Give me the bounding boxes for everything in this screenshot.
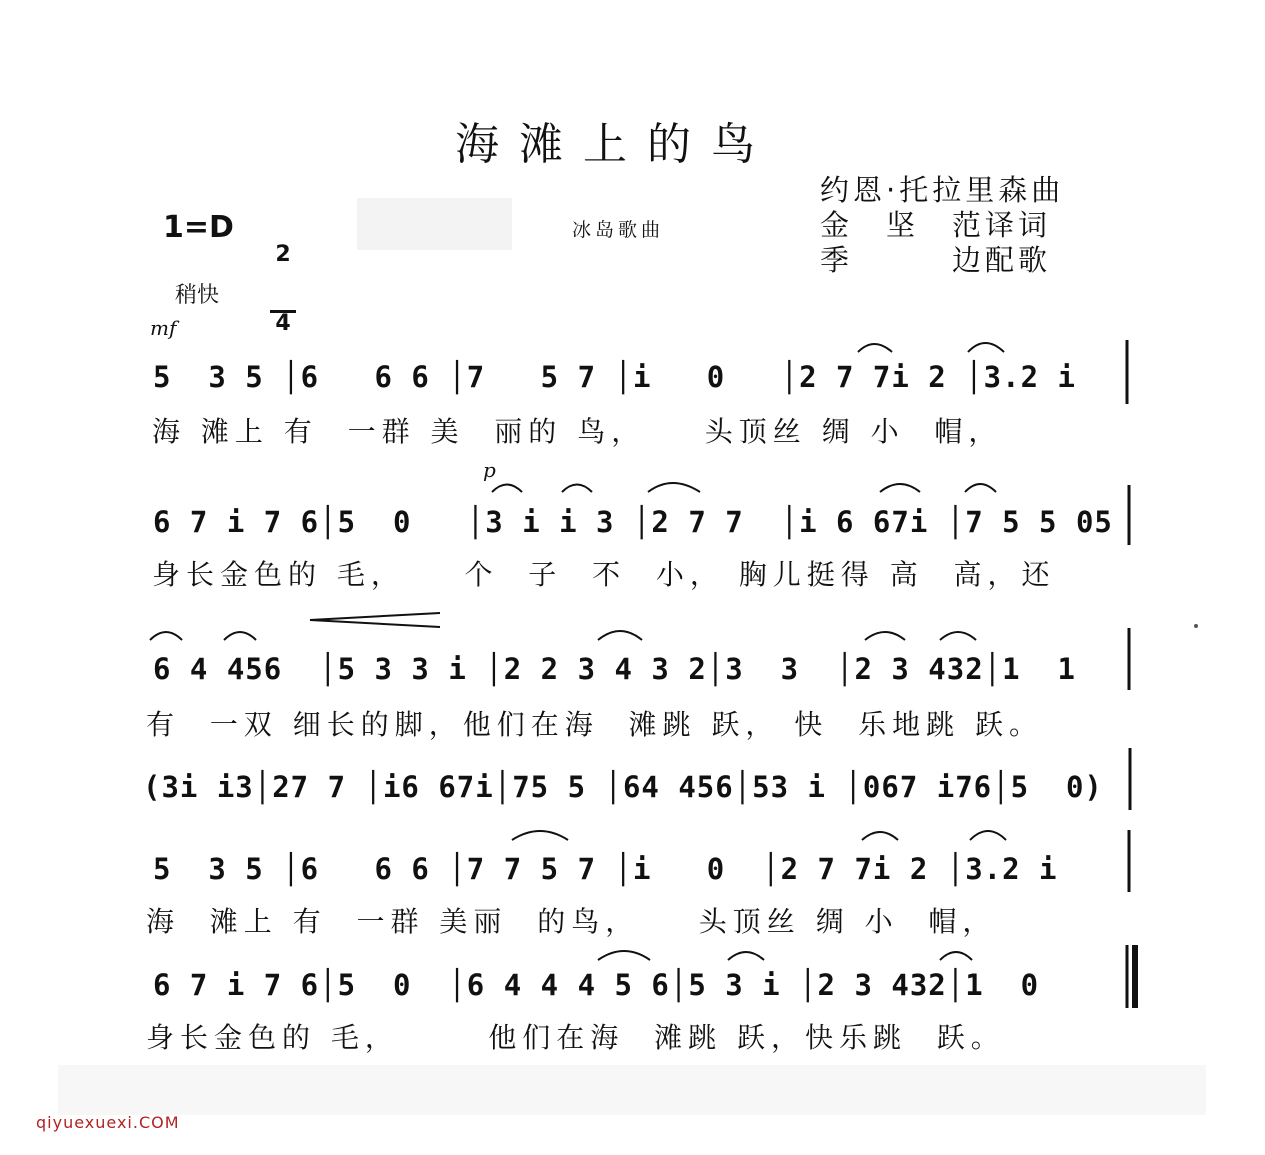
lyrics-line-1: 海 滩上 有 一群 美 丽的 鸟， 头顶丝 绸 小 帽， xyxy=(152,415,1003,448)
translator-credit: 金 坚 范译词 xyxy=(820,208,1052,242)
notation-line-2: 6 7 i 7 6│5 0 │3 i i 3 │2 7 7 │i 6 67i │7 5 5 05 xyxy=(153,505,1113,539)
song-title: 海滩上的鸟 xyxy=(455,119,775,170)
notation-line-1: 5 3 5 │6 6 6 │7 5 7 │i 0 │2 7 7i 2 │3.2 i xyxy=(153,360,1076,394)
slur-mark xyxy=(224,632,256,640)
notation-line-5: 5 3 5 │6 6 6 │7 7 5 7 │i 0 │2 7 7i 2 │3.2 i xyxy=(153,852,1058,886)
slur-mark xyxy=(728,952,764,960)
slur-mark xyxy=(648,483,700,492)
time-signature-top: 2 xyxy=(275,242,291,267)
slur-mark xyxy=(965,484,996,492)
slur-mark xyxy=(858,344,892,352)
slur-mark xyxy=(562,485,592,493)
slur-mark xyxy=(512,831,568,840)
slur-mark xyxy=(970,831,1006,840)
slur-mark xyxy=(150,632,182,640)
slur-mark xyxy=(940,632,976,640)
slur-mark xyxy=(880,484,920,492)
slur-mark xyxy=(598,631,642,640)
slur-mark xyxy=(598,951,650,960)
song-origin: 冰岛歌曲 xyxy=(572,219,665,241)
footer-bar xyxy=(58,1065,1206,1115)
arranger-credit: 季 边配歌 xyxy=(820,243,1052,277)
tempo-marking: 稍快 xyxy=(175,283,220,308)
lyrics-line-6: 身长金色的 毛， 他们在海 滩跳 跃，快乐跳 跃。 xyxy=(146,1021,1005,1054)
slur-mark xyxy=(940,952,972,960)
notation-line-3: 6 4 456 │5 3 3 i │2 2 3 4 3 2│3 3 │2 3 432│1 1 xyxy=(153,652,1076,686)
composer-credit: 约恩·托拉里森曲 xyxy=(820,173,1065,207)
key-signature: 1=D xyxy=(163,210,234,245)
slur-mark xyxy=(968,343,1004,352)
slur-mark xyxy=(862,832,898,840)
time-signature-bottom: 4 xyxy=(270,310,296,335)
notation-line-6: 6 7 i 7 6│5 0 │6 4 4 4 5 6│5 3 i │2 3 432│1 0 xyxy=(153,968,1040,1002)
notation-line-4: (3i i3│27 7 │i6 67i│75 5 │64 456│53 i │067 i76│5 0) xyxy=(143,770,1103,804)
slur-mark xyxy=(865,632,905,640)
lyrics-line-3: 有 一双 细长的脚，他们在海 滩跳 跃， 快 乐地跳 跃。 xyxy=(146,708,1044,741)
lyrics-line-5: 海 滩上 有 一群 美丽 的鸟， 头顶丝 绸 小 帽， xyxy=(146,905,997,938)
scan-speck xyxy=(1194,624,1198,628)
crescendo-lower xyxy=(310,620,440,627)
dynamic-mf: mf xyxy=(150,316,177,340)
slur-mark xyxy=(492,485,522,493)
lyrics-line-2: 身长金色的 毛， 个 子 不 小， 胸儿挺得 高 高，还 xyxy=(152,558,1056,591)
site-watermark: qiyuexuexi.COM xyxy=(36,1113,180,1132)
crescendo-upper xyxy=(310,613,440,620)
dynamic-p: p xyxy=(483,458,496,482)
